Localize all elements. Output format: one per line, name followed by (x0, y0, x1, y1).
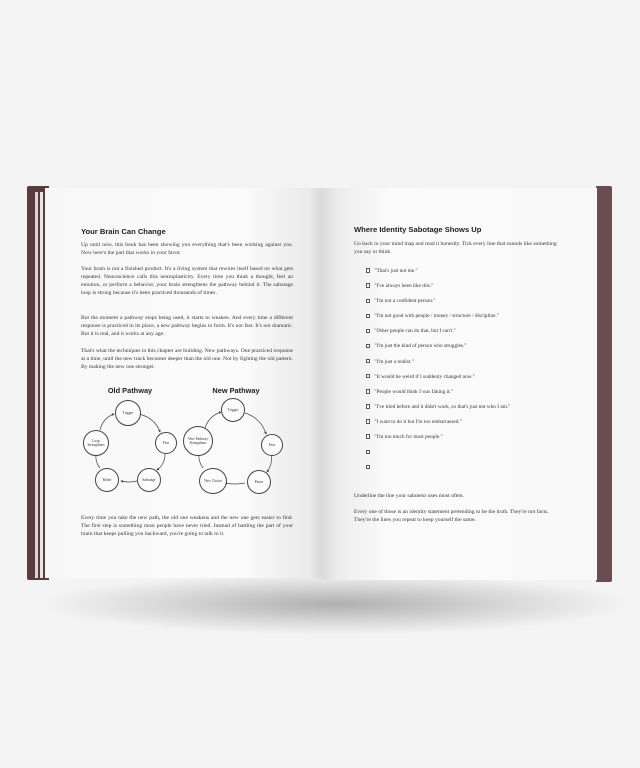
checklist-item[interactable] (366, 328, 581, 343)
book-shadow (48, 574, 623, 634)
closing-paragraph: Every time you take the new path, the old one weakens and the new one gets easier to find. The first step is something most people have never tried. Instead of battling the part of your brain that keeps pulling you backward, you're going to talk to it. (81, 515, 293, 537)
book-cover-right (596, 186, 612, 582)
checkbox[interactable] (366, 268, 370, 272)
checklist-item-label: "People would think I was faking it." (374, 388, 454, 395)
checklist-item-label: "I've tried before and it didn't work, so that's just not who I am." (374, 403, 511, 410)
checkbox[interactable] (366, 314, 370, 318)
left-page-heading: Your Brain Can Change (81, 227, 166, 236)
checklist-item[interactable] (366, 449, 581, 464)
old-node-trigger: Trigger (115, 400, 141, 426)
checklist-item[interactable] (366, 313, 581, 328)
checklist-item-label: "I'm not good with people / money / structure / discipline." (374, 313, 499, 320)
checkbox[interactable] (366, 404, 370, 408)
old-node-loop-strengthens: Loop Strengthens (83, 430, 109, 456)
checkbox[interactable] (366, 419, 370, 423)
checklist-item-label: "Other people can do that, but I can't." (374, 328, 456, 335)
checklist-item[interactable] (366, 298, 581, 313)
paragraph-2: Your brain is not a finished product. It's a living system that rewires itself based on what gets repeated. Neuroscience calls this neuroplasticity. Every time you think a thought, feel an emotion, or perform a behavior, your brain strengthens the pathway behind it. The sabotage loop is strong because it's been practiced thousands of times. (81, 266, 293, 296)
paragraph-1: Up until now, this book has been showing you everything that's been working against you. Now here's the part that works in your favor. (81, 242, 293, 256)
checklist-item[interactable] (366, 404, 581, 419)
checklist-item[interactable] (366, 434, 581, 449)
intro-paragraph: Go back to your mind map and read it honestly. Tick every line that sounds like something you say or think. (354, 241, 557, 255)
old-node-fear: Fear (155, 432, 177, 454)
checklist-item[interactable] (366, 419, 581, 434)
checkbox[interactable] (366, 299, 370, 303)
underline-prompt: Underline the line your saboteur uses most often. (354, 493, 464, 499)
checklist-item-label: "That's just not me." (374, 268, 418, 274)
new-pathway-diagram (181, 396, 291, 496)
checklist-item-label: "I'm not a confident person." (374, 298, 436, 305)
checklist-item[interactable] (366, 359, 581, 374)
checklist-item-label: "It would be weird if I suddenly changed now." (374, 373, 475, 380)
checklist-item[interactable] (366, 268, 581, 283)
paragraph-4: That's what the techniques in this chapter are building. New pathways. One practiced response at a time, until the new track becomes deeper than the old one. Not by fighting the old pattern. By making the new one stronger. (81, 348, 293, 370)
new-node-fear: Fear (261, 434, 283, 456)
left-page (45, 188, 323, 578)
checklist-item[interactable] (366, 389, 581, 404)
old-node-relief: Relief (95, 468, 119, 492)
checklist-item-label: "I've always been like this." (374, 283, 434, 290)
new-node-new-pathway-strengthens: New Pathway Strengthens (183, 426, 213, 456)
new-node-pause: Pause (247, 470, 271, 494)
new-pathway-title: New Pathway (212, 386, 260, 395)
new-node-new-choice: New Choice (199, 468, 227, 494)
checkbox[interactable] (366, 359, 370, 363)
old-pathway-title: Old Pathway (107, 386, 153, 395)
checklist-item-label: "I want to do it but I'm too embarrassed." (374, 418, 462, 425)
checklist-item[interactable] (366, 374, 581, 389)
checklist-item[interactable] (366, 464, 581, 479)
paragraph-3: But the moment a pathway stops being used, it starts to weaken. And every time a different response is practiced in its place, a new pathway begins to form. It's not fast. It's not dramatic. But it is real, and it works at any age. (81, 315, 293, 337)
new-node-trigger: Trigger (221, 398, 245, 422)
old-node-sabotage: Sabotage (137, 468, 161, 492)
closing-statement: Every one of those is an identity statement pretending to be the truth. They're not facts. They're the lines you repeat to keep yourself the same. (354, 509, 549, 523)
checklist-item-label: "I'm too much for most people." (374, 434, 443, 441)
page-edge (40, 192, 43, 578)
page-edge (35, 192, 38, 578)
right-page-heading: Where Identity Sabotage Shows Up (354, 225, 482, 234)
checklist-item[interactable] (366, 283, 581, 298)
identity-checklist (366, 268, 581, 479)
right-page (321, 188, 597, 580)
checkbox[interactable] (366, 344, 370, 348)
checkbox[interactable] (366, 450, 370, 454)
checkbox[interactable] (366, 283, 370, 287)
checkbox[interactable] (366, 434, 370, 438)
checklist-item[interactable] (366, 343, 581, 358)
checklist-item-label: "I'm just a realist." (374, 358, 414, 365)
checklist-item-label: "I'm just the kind of person who struggles." (374, 343, 467, 350)
checkbox[interactable] (366, 329, 370, 333)
checkbox[interactable] (366, 389, 370, 393)
old-pathway-diagram (77, 396, 187, 496)
checkbox[interactable] (366, 465, 370, 469)
checkbox[interactable] (366, 374, 370, 378)
